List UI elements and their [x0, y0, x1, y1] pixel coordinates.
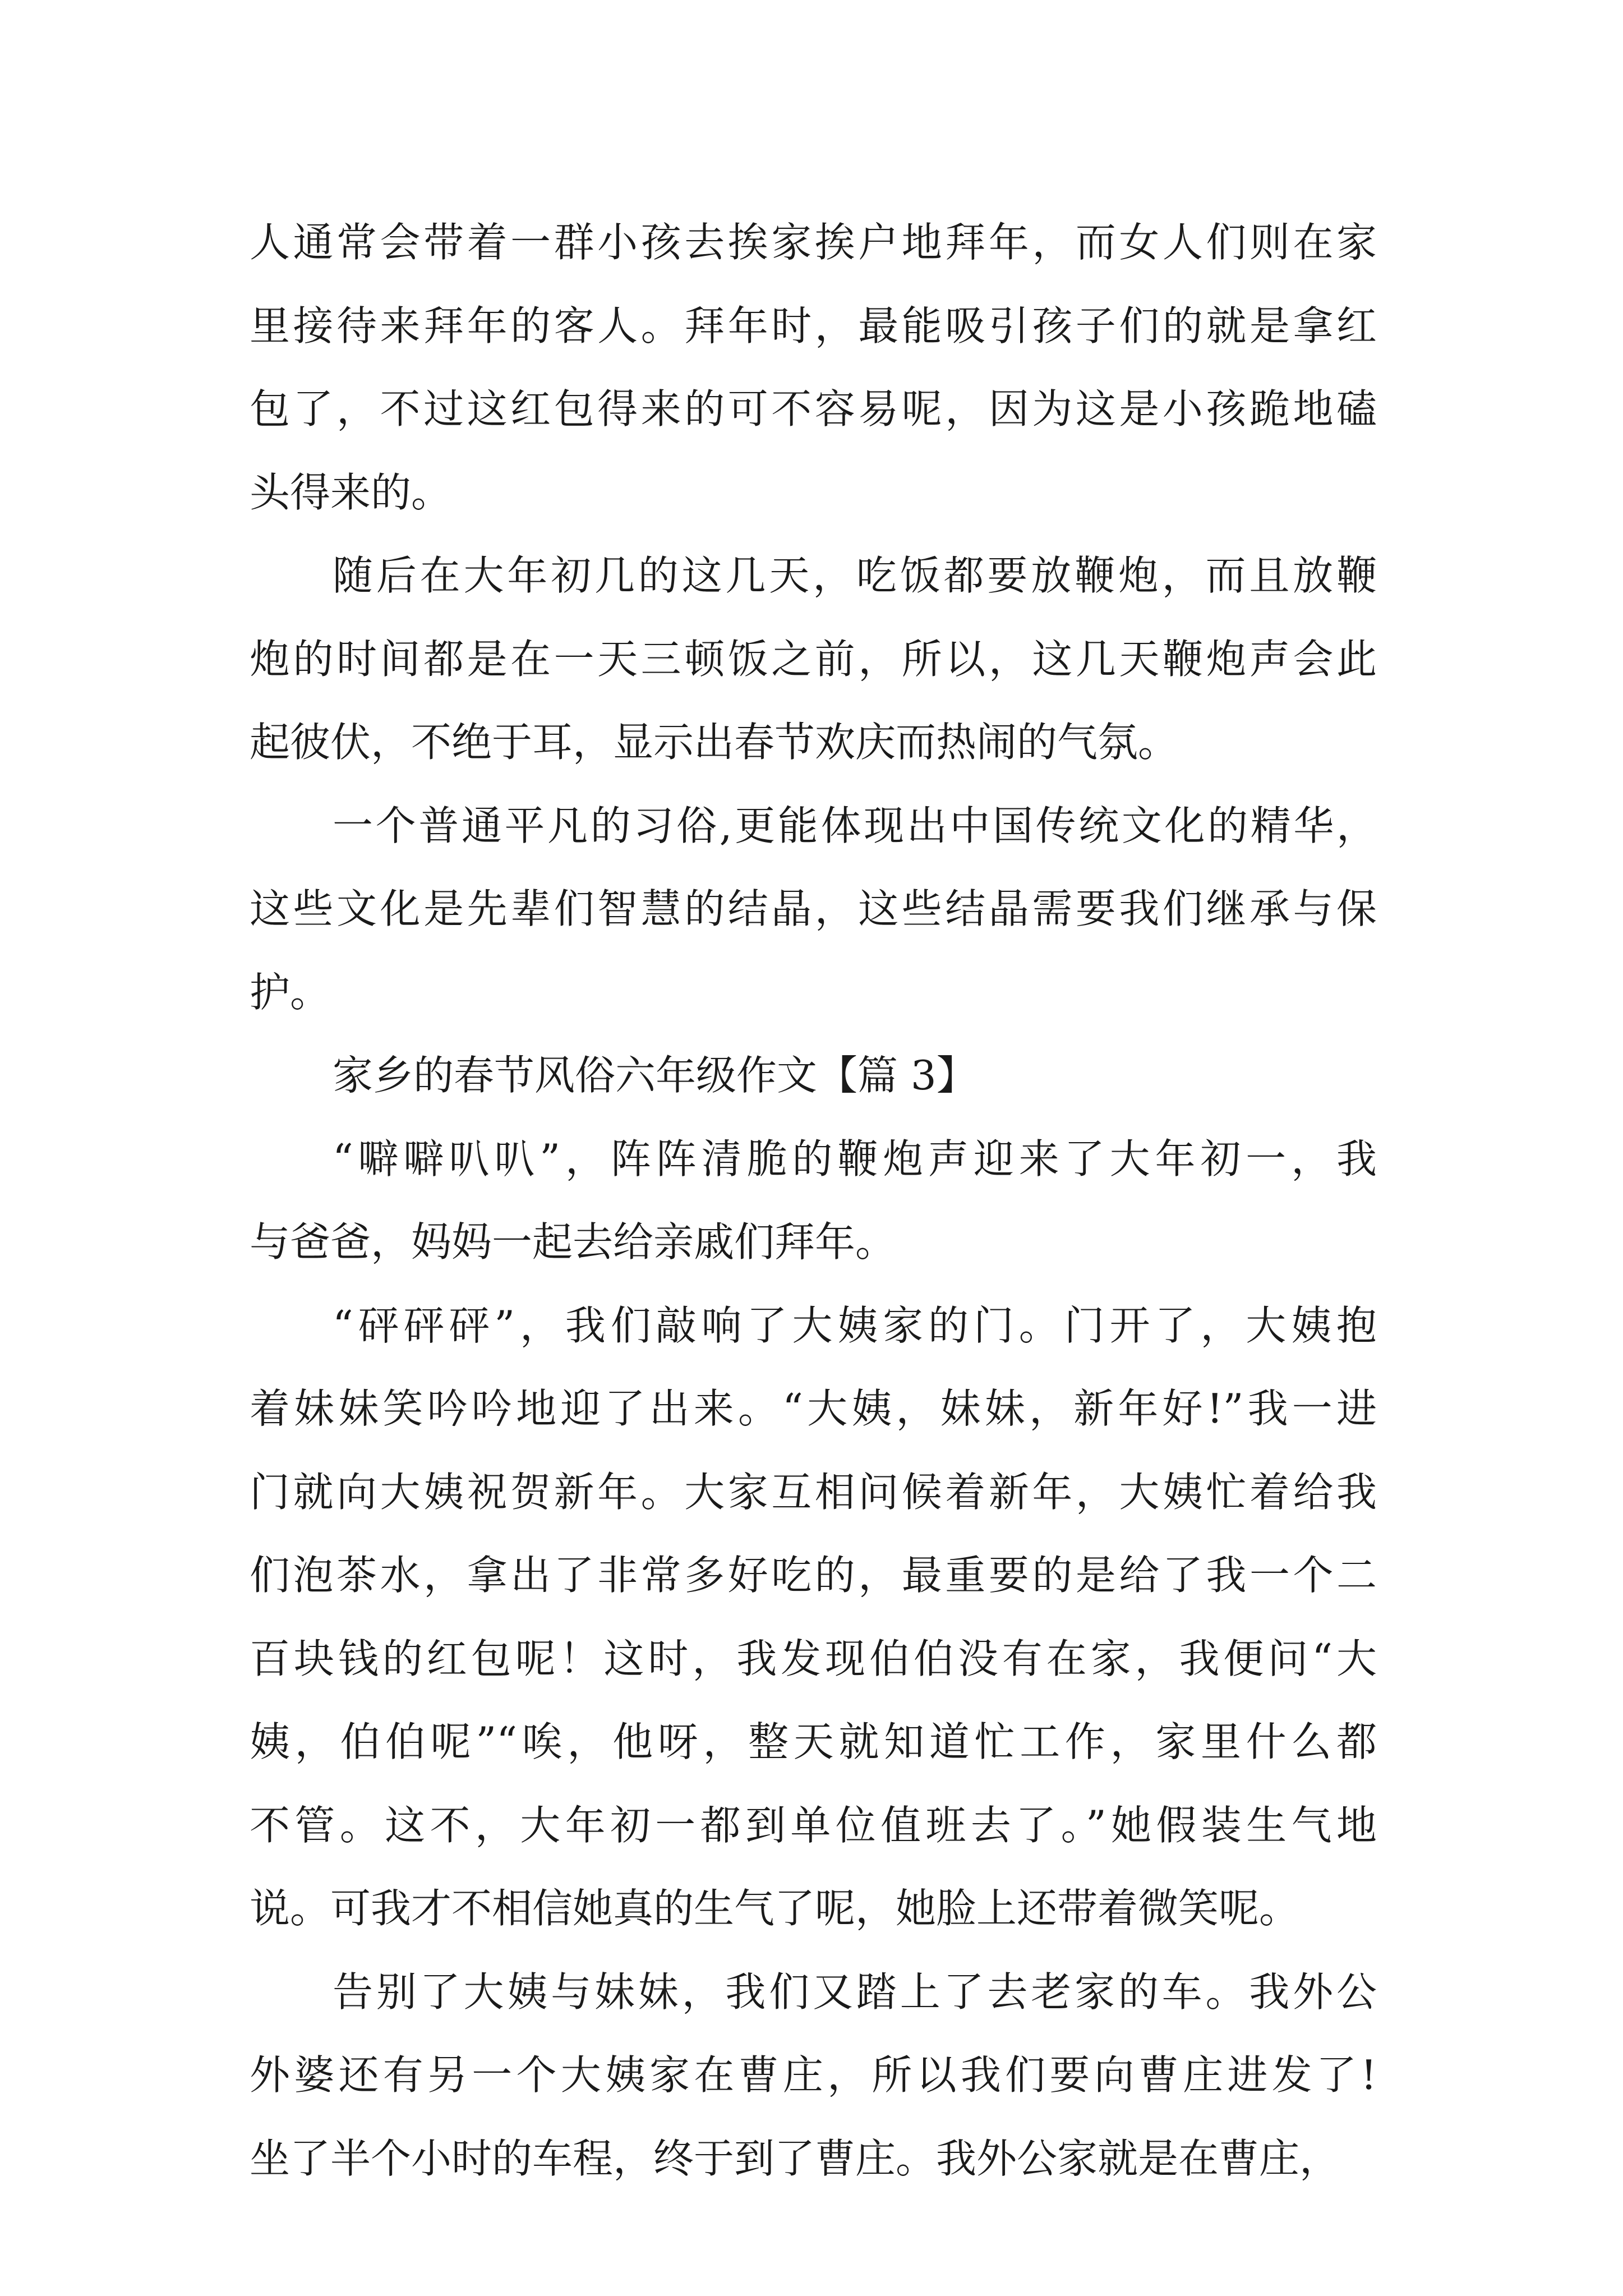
text-line: 门就向大姨祝贺新年。大家互相问候着新年，大姨忙着给我 — [250, 1468, 1377, 1516]
text-line: 一个普通平凡的习俗,更能体现出中国传统文化的精华， — [333, 802, 1377, 849]
text-line: 炮的时间都是在一天三顿饭之前，所以，这几天鞭炮声会此 — [250, 635, 1377, 683]
text-line: 百块钱的红包呢！这时，我发现伯伯没有在家，我便问“大 — [250, 1635, 1377, 1682]
text-line: 坐了半个小时的车程，终于到了曹庄。我外公家就是在曹庄， — [250, 2134, 1340, 2182]
document-body — [250, 201, 1377, 2200]
text-line: 不管。这不，大年初一都到单位值班去了。”她假装生气地 — [250, 1801, 1377, 1849]
text-line: 起彼伏，不绝于耳，显示出春节欢庆而热闹的气氛。 — [250, 719, 1179, 766]
paragraph — [250, 1117, 1377, 1284]
section-heading — [250, 1034, 1377, 1117]
text-line: 家乡的春节风俗六年级作文【篇 3】 — [333, 1052, 977, 1099]
text-line: 护。 — [250, 968, 331, 1016]
paragraph — [250, 201, 1377, 534]
text-line: 人通常会带着一群小孩去挨家挨户地拜年，而女人们则在家 — [250, 219, 1377, 266]
text-line: 里接待来拜年的客人。拜年时，最能吸引孩子们的就是拿红 — [250, 302, 1377, 349]
text-line: 随后在大年初几的这几天，吃饭都要放鞭炮，而且放鞭 — [333, 552, 1377, 599]
text-line: 说。可我才不相信她真的生气了呢，她脸上还带着微笑呢。 — [250, 1885, 1300, 1932]
text-line: 包了，不过这红包得来的可不容易呢，因为这是小孩跪地磕 — [250, 385, 1377, 432]
text-line: “砰砰砰”，我们敲响了大姨家的门。门开了，大姨抱 — [333, 1301, 1377, 1349]
paragraph — [250, 1950, 1377, 2201]
text-line: 头得来的。 — [250, 468, 452, 516]
text-line: 告别了大姨与妹妹，我们又踏上了去老家的车。我外公 — [333, 1968, 1377, 2016]
paragraph — [250, 534, 1377, 784]
text-line: 外婆还有另一个大姨家在曹庄，所以我们要向曹庄进发了! — [250, 2051, 1377, 2099]
text-line: 姨，伯伯呢”“唉，他呀，整天就知道忙工作，家里什么都 — [250, 1718, 1377, 1765]
text-line: 这些文化是先辈们智慧的结晶，这些结晶需要我们继承与保 — [250, 885, 1377, 932]
text-line: “噼噼叭叭”，阵阵清脆的鞭炮声迎来了大年初一，我 — [333, 1135, 1377, 1182]
text-line: 着妹妹笑吟吟地迎了出来。“大姨，妹妹，新年好!”我一进 — [250, 1385, 1377, 1432]
text-line: 们泡茶水，拿出了非常多好吃的，最重要的是给了我一个二 — [250, 1552, 1377, 1599]
paragraph — [250, 1284, 1377, 1950]
paragraph — [250, 784, 1377, 1034]
text-line: 与爸爸，妈妈一起去给亲戚们拜年。 — [250, 1218, 896, 1266]
